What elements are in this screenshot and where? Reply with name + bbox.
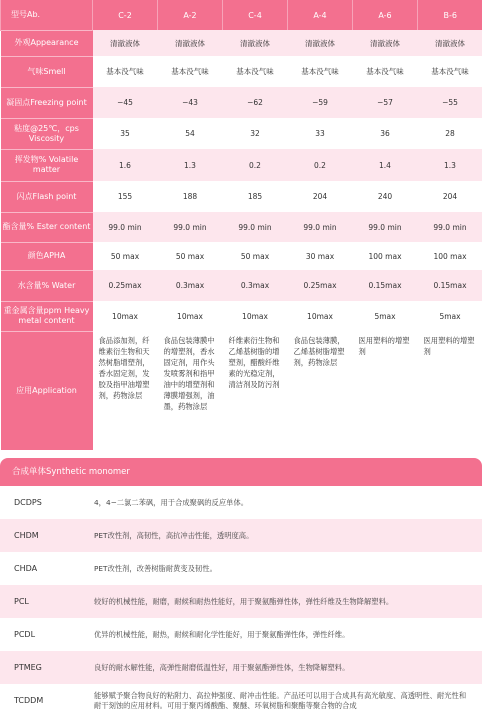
- property-value: 0.3max: [158, 270, 223, 301]
- property-value: 1.3: [158, 149, 223, 181]
- property-value: 0.3max: [223, 270, 288, 301]
- spec-row: [1, 30, 482, 56]
- property-value: 基本没气味: [93, 56, 158, 87]
- application-value: 食品添加剂，纤维素衍生物和天然树脂增塑剂，香水固定剂，发胶及指甲油增塑剂，药物涂层: [93, 331, 158, 450]
- spec-row: [1, 56, 482, 87]
- model-header: A-6: [353, 0, 418, 30]
- property-value: 1.4: [353, 149, 418, 181]
- monomer-name: PCL: [14, 597, 29, 606]
- application-label: 应用Application: [1, 331, 93, 450]
- property-value: 清澈液体: [93, 30, 158, 56]
- property-value: 10max: [93, 301, 158, 331]
- property-value: 30 max: [288, 242, 353, 270]
- property-label: 水含量% Water: [1, 270, 93, 301]
- application-value: 医用塑料的增塑剂: [353, 331, 418, 450]
- property-value: 100 max: [353, 242, 418, 270]
- spec-row: [1, 181, 482, 212]
- property-value: 0.2: [223, 149, 288, 181]
- spec-row: [1, 270, 482, 301]
- monomer-description: 优异的机械性能，耐热，耐候和耐化学性能好，用于聚氨酯弹性体，弹性纤维。: [94, 629, 350, 639]
- property-value: 99.0 min: [418, 212, 482, 242]
- property-value: 清澈液体: [223, 30, 288, 56]
- property-value: 清澈液体: [288, 30, 353, 56]
- model-header-label: 型号Ab.: [1, 0, 93, 30]
- spec-row: [1, 87, 482, 118]
- property-label: 闪点Flash point: [1, 181, 93, 212]
- property-value: −59: [288, 87, 353, 118]
- spec-row: [1, 301, 482, 331]
- model-header: B-6: [418, 0, 482, 30]
- property-value: 基本没气味: [353, 56, 418, 87]
- monomer-row: [0, 486, 482, 519]
- property-value: 33: [288, 118, 353, 149]
- property-value: 50 max: [158, 242, 223, 270]
- monomer-description: 4，4−二氯二苯砜，用于合成聚砜的反应单体。: [94, 497, 249, 507]
- property-value: 99.0 min: [223, 212, 288, 242]
- monomer-row: [0, 585, 482, 618]
- property-value: 185: [223, 181, 288, 212]
- monomer-row: [0, 618, 482, 651]
- property-value: 10max: [288, 301, 353, 331]
- property-label: 重金属含量ppm Heavy metal content: [1, 301, 93, 331]
- property-value: 基本没气味: [158, 56, 223, 87]
- application-value: 纤维素衍生物和乙烯基树脂的增塑剂，醋酸纤维素的光稳定剂，清洁剂及防污剂: [223, 331, 288, 450]
- property-value: 32: [223, 118, 288, 149]
- monomer-description: 较好的机械性能，耐磨，耐候和耐热性能好，用于聚氨酯弹性体，弹性纤维及生物降解塑料。: [94, 596, 394, 606]
- monomer-description: PET改性剂，改善树脂耐黄变及韧性。: [94, 563, 217, 573]
- property-value: 204: [418, 181, 482, 212]
- property-value: 50 max: [223, 242, 288, 270]
- property-value: 1.3: [418, 149, 482, 181]
- property-value: 35: [93, 118, 158, 149]
- spec-row: [1, 149, 482, 181]
- property-value: 204: [288, 181, 353, 212]
- monomer-row: [0, 684, 482, 717]
- application-value: 食品包装薄膜，乙烯基树脂增塑剂，药物涂层: [288, 331, 353, 450]
- property-label: 气味Smell: [1, 56, 93, 87]
- application-value: 食品包装薄膜中的增塑剂，香水固定剂，用作头发喷雾剂和指甲油中的增塑剂和薄膜增强剂，油墨，药物涂层: [158, 331, 223, 450]
- property-value: 基本没气味: [223, 56, 288, 87]
- property-label: 挥发物% Volatile matter: [1, 149, 93, 181]
- property-value: −57: [353, 87, 418, 118]
- property-value: 99.0 min: [93, 212, 158, 242]
- property-value: −62: [223, 87, 288, 118]
- property-value: 99.0 min: [288, 212, 353, 242]
- synthetic-monomer-section: [0, 458, 482, 717]
- property-value: 5max: [353, 301, 418, 331]
- property-value: 1.6: [93, 149, 158, 181]
- application-value: 医用塑料的增塑剂: [418, 331, 482, 450]
- property-value: 100 max: [418, 242, 482, 270]
- monomer-row: [0, 552, 482, 585]
- property-value: 0.25max: [288, 270, 353, 301]
- property-value: 36: [353, 118, 418, 149]
- property-value: 50 max: [93, 242, 158, 270]
- property-value: 清澈液体: [418, 30, 482, 56]
- property-value: 10max: [158, 301, 223, 331]
- property-value: 基本没气味: [418, 56, 482, 87]
- property-value: 5max: [418, 301, 482, 331]
- property-label: 粘度@25℃，cps Viscosity: [1, 118, 93, 149]
- property-label: 颜色APHA: [1, 242, 93, 270]
- property-value: 99.0 min: [353, 212, 418, 242]
- property-value: 10max: [223, 301, 288, 331]
- property-label: 凝固点Freezing point: [1, 87, 93, 118]
- property-value: 99.0 min: [158, 212, 223, 242]
- application-row: [1, 331, 482, 450]
- property-value: 240: [353, 181, 418, 212]
- spec-header-row: [1, 0, 482, 30]
- property-value: −55: [418, 87, 482, 118]
- spec-row: [1, 242, 482, 270]
- monomer-row: [0, 519, 482, 552]
- monomer-description: 良好的耐水解性能，高弹性耐磨低温性好，用于聚氨酯弹性体，生物降解塑料。: [94, 662, 350, 672]
- model-header: A-4: [288, 0, 353, 30]
- property-label: 酯含量% Ester content: [1, 212, 93, 242]
- monomer-name: CHDM: [14, 531, 39, 540]
- property-value: 188: [158, 181, 223, 212]
- monomer-name: TCDDM: [14, 696, 44, 705]
- property-value: 28: [418, 118, 482, 149]
- property-value: 0.2: [288, 149, 353, 181]
- property-value: −43: [158, 87, 223, 118]
- property-value: −45: [93, 87, 158, 118]
- property-label: 外观Appearance: [1, 30, 93, 56]
- property-value: 54: [158, 118, 223, 149]
- property-value: 基本没气味: [288, 56, 353, 87]
- model-header: C-2: [93, 0, 158, 30]
- model-header: A-2: [158, 0, 223, 30]
- monomer-name: CHDA: [14, 564, 38, 573]
- monomer-description: PET改性剂，高韧性，高抗冲击性能，透明度高。: [94, 530, 254, 540]
- monomer-section-title: 合成单体Synthetic monomer: [0, 458, 482, 486]
- monomer-name: DCDPS: [14, 498, 42, 507]
- spec-row: [1, 118, 482, 149]
- property-value: 清澈液体: [158, 30, 223, 56]
- property-value: 清澈液体: [353, 30, 418, 56]
- model-header: C-4: [223, 0, 288, 30]
- spec-row: [1, 212, 482, 242]
- property-value: 0.15max: [418, 270, 482, 301]
- monomer-description: 能够赋予聚合物良好的粘附力、高拉伸强度、耐冲击性能。产品还可以用于合成具有高光敏度、高透明性、耐光性和耐干刻蚀的应用材料。可用于聚丙烯酸酯、聚醚、环氧树脂和聚酯等聚合物的合成: [94, 690, 467, 710]
- property-value: 155: [93, 181, 158, 212]
- monomer-name: PCDL: [14, 630, 36, 639]
- property-value: 0.25max: [93, 270, 158, 301]
- monomer-row: [0, 651, 482, 684]
- monomer-name: PTMEG: [14, 663, 42, 672]
- property-value: 0.15max: [353, 270, 418, 301]
